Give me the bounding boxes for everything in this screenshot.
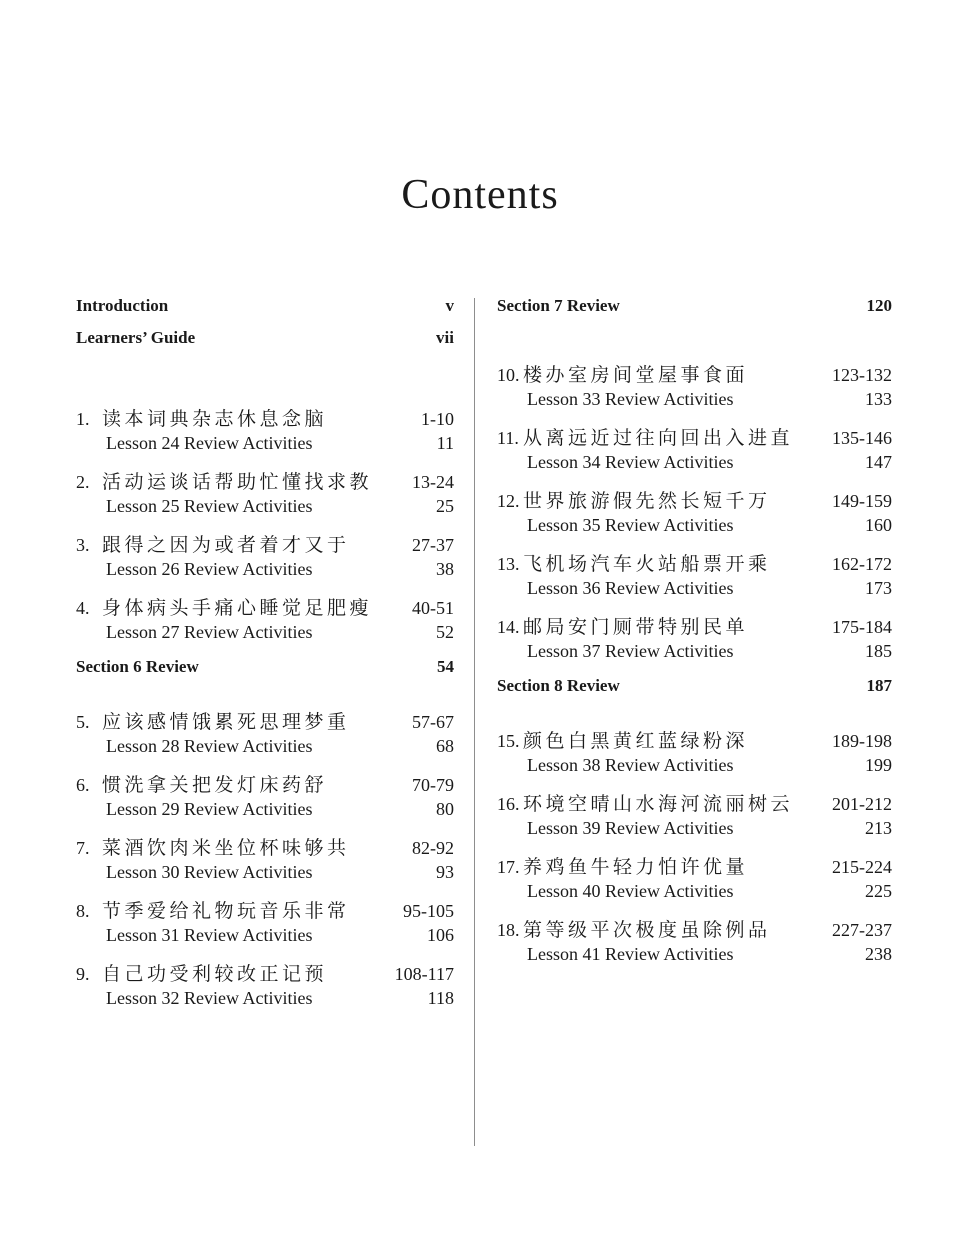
chapter-title-row[interactable] bbox=[497, 612, 892, 639]
chapter-title-row[interactable] bbox=[76, 530, 454, 557]
section-review-block bbox=[497, 676, 892, 696]
chapter-title-row[interactable] bbox=[497, 360, 892, 387]
chapter-pages: 1-10 bbox=[421, 409, 454, 429]
lesson-page: 173 bbox=[865, 578, 892, 598]
chapter-number: 15. bbox=[497, 731, 520, 751]
chapter-number: 11. bbox=[497, 428, 519, 448]
chapter-pages: 175-184 bbox=[832, 617, 892, 637]
lesson-page: 52 bbox=[436, 622, 454, 642]
left-column bbox=[0, 296, 474, 1009]
lesson-page: 68 bbox=[436, 736, 454, 756]
lesson-row[interactable] bbox=[76, 799, 454, 820]
right-column bbox=[474, 296, 960, 965]
section-review-block bbox=[76, 657, 454, 677]
lesson-page: 225 bbox=[865, 881, 892, 901]
chapter-title: 跟得之因为或者着才又于 bbox=[102, 534, 350, 556]
section-review-label: Section 7 Review bbox=[497, 296, 620, 315]
front-matter-gap bbox=[76, 360, 454, 404]
chapter-number: 16. bbox=[497, 794, 520, 814]
front-matter-row[interactable] bbox=[76, 328, 454, 348]
chapter-pages: 57-67 bbox=[412, 712, 454, 732]
lesson-page: 133 bbox=[865, 389, 892, 409]
chapter-pages: 40-51 bbox=[412, 598, 454, 618]
front-matter-row[interactable] bbox=[76, 296, 454, 316]
chapter-number: 1. bbox=[76, 409, 90, 429]
lesson-row[interactable] bbox=[497, 881, 892, 902]
section-review-page: 54 bbox=[437, 657, 454, 676]
chapter-title: 惯洗拿关把发灯床药舒 bbox=[102, 774, 328, 796]
chapter-pages: 27-37 bbox=[412, 535, 454, 555]
lesson-label: Lesson 32 Review Activities bbox=[106, 988, 313, 1008]
lesson-row[interactable] bbox=[76, 925, 454, 946]
lesson-row[interactable] bbox=[497, 641, 892, 662]
lesson-label: Lesson 33 Review Activities bbox=[527, 389, 734, 409]
chapter-title: 活动运谈话帮助忙懂找求教 bbox=[102, 471, 373, 493]
lesson-page: 199 bbox=[865, 755, 892, 775]
front-matter-page: v bbox=[445, 296, 454, 315]
chapter-title-row[interactable] bbox=[76, 896, 454, 923]
chapter-entry bbox=[76, 896, 454, 946]
chapter-number: 4. bbox=[76, 598, 90, 618]
chapter-title: 飞机场汽车火站船票开乘 bbox=[523, 553, 771, 575]
lesson-row[interactable] bbox=[497, 452, 892, 473]
chapter-pages: 70-79 bbox=[412, 775, 454, 795]
lesson-page: 118 bbox=[427, 988, 454, 1008]
chapter-title-row[interactable] bbox=[497, 789, 892, 816]
lesson-label: Lesson 36 Review Activities bbox=[527, 578, 734, 598]
chapter-title: 世界旅游假先然长短千万 bbox=[523, 490, 771, 512]
section-review-row[interactable] bbox=[76, 657, 454, 677]
chapter-number: 9. bbox=[76, 964, 90, 984]
chapter-entry bbox=[497, 360, 892, 410]
chapter-entry bbox=[497, 789, 892, 839]
chapter-title: 身体病头手痛心睡觉足肥瘦 bbox=[102, 597, 373, 619]
lesson-row[interactable] bbox=[76, 988, 454, 1009]
chapter-title-row[interactable] bbox=[76, 467, 454, 494]
lesson-row[interactable] bbox=[497, 818, 892, 839]
lesson-label: Lesson 29 Review Activities bbox=[106, 799, 313, 819]
lesson-label: Lesson 28 Review Activities bbox=[106, 736, 313, 756]
section-review-row[interactable] bbox=[497, 296, 892, 316]
chapter-entry bbox=[497, 612, 892, 662]
chapter-title: 第等级平次极度虽除例品 bbox=[523, 919, 771, 941]
chapter-title-row[interactable] bbox=[497, 549, 892, 576]
section-review-label: Section 8 Review bbox=[497, 676, 620, 695]
lesson-row[interactable] bbox=[76, 622, 454, 643]
chapter-entry bbox=[76, 770, 454, 820]
section-review-row[interactable] bbox=[497, 676, 892, 696]
lesson-label: Lesson 25 Review Activities bbox=[106, 496, 313, 516]
chapter-title-row[interactable] bbox=[76, 833, 454, 860]
front-matter-page: vii bbox=[436, 328, 454, 347]
chapter-pages: 149-159 bbox=[832, 491, 892, 511]
chapter-number: 18. bbox=[497, 920, 520, 940]
chapter-pages: 201-212 bbox=[832, 794, 892, 814]
chapter-title-row[interactable] bbox=[497, 486, 892, 513]
chapter-title-row[interactable] bbox=[76, 959, 454, 986]
chapter-entry bbox=[497, 549, 892, 599]
chapter-entry bbox=[76, 707, 454, 757]
chapter-entry bbox=[497, 486, 892, 536]
chapter-pages: 95-105 bbox=[403, 901, 454, 921]
chapter-title: 节季爱给礼物玩音乐非常 bbox=[102, 900, 350, 922]
chapter-number: 13. bbox=[497, 554, 520, 574]
chapter-pages: 82-92 bbox=[412, 838, 454, 858]
chapter-entry bbox=[497, 915, 892, 965]
chapter-pages: 215-224 bbox=[832, 857, 892, 877]
lesson-page: 160 bbox=[865, 515, 892, 535]
chapter-number: 14. bbox=[497, 617, 520, 637]
lesson-label: Lesson 41 Review Activities bbox=[527, 944, 734, 964]
chapter-title: 应该感情饿累死思理梦重 bbox=[102, 711, 350, 733]
chapter-number: 5. bbox=[76, 712, 90, 732]
chapter-entry bbox=[76, 530, 454, 580]
front-matter-label: Introduction bbox=[76, 296, 169, 315]
section-review-label: Section 6 Review bbox=[76, 657, 199, 676]
lesson-page: 11 bbox=[436, 433, 454, 453]
chapter-entry bbox=[497, 726, 892, 776]
lesson-page: 147 bbox=[865, 452, 892, 472]
lesson-page: 25 bbox=[436, 496, 454, 516]
lesson-page: 93 bbox=[436, 862, 454, 882]
section-review-page: 187 bbox=[866, 676, 892, 695]
right-entries bbox=[497, 296, 892, 965]
chapter-pages: 135-146 bbox=[832, 428, 892, 448]
chapter-number: 8. bbox=[76, 901, 90, 921]
chapter-entry bbox=[76, 593, 454, 643]
chapter-number: 17. bbox=[497, 857, 520, 877]
chapter-pages: 123-132 bbox=[832, 365, 892, 385]
chapter-number: 12. bbox=[497, 491, 520, 511]
lesson-label: Lesson 30 Review Activities bbox=[106, 862, 313, 882]
chapter-title-row[interactable] bbox=[76, 707, 454, 734]
chapter-pages: 162-172 bbox=[832, 554, 892, 574]
chapter-title: 读本词典杂志休息念脑 bbox=[102, 408, 328, 430]
chapter-pages: 227-237 bbox=[832, 920, 892, 940]
lesson-label: Lesson 26 Review Activities bbox=[106, 559, 313, 579]
chapter-number: 10. bbox=[497, 365, 520, 385]
lesson-page: 38 bbox=[436, 559, 454, 579]
chapter-title-row[interactable] bbox=[497, 726, 892, 753]
lesson-page: 106 bbox=[427, 925, 454, 945]
lesson-label: Lesson 35 Review Activities bbox=[527, 515, 734, 535]
chapter-title: 从离远近过往向回出入进直 bbox=[523, 427, 794, 449]
lesson-row[interactable] bbox=[76, 736, 454, 757]
lesson-page: 238 bbox=[865, 944, 892, 964]
section-review-block bbox=[497, 296, 892, 316]
chapter-entry bbox=[76, 404, 454, 454]
chapter-entry bbox=[497, 423, 892, 473]
chapter-title: 自己功受利较改正记预 bbox=[102, 963, 328, 985]
chapter-pages: 189-198 bbox=[832, 731, 892, 751]
chapter-number: 3. bbox=[76, 535, 90, 555]
chapter-number: 7. bbox=[76, 838, 90, 858]
lesson-row[interactable] bbox=[76, 559, 454, 580]
lesson-row[interactable] bbox=[76, 433, 454, 454]
chapter-entry bbox=[76, 467, 454, 517]
chapter-entry bbox=[76, 833, 454, 883]
lesson-label: Lesson 40 Review Activities bbox=[527, 881, 734, 901]
lesson-row[interactable] bbox=[497, 389, 892, 410]
chapter-number: 2. bbox=[76, 472, 90, 492]
lesson-row[interactable] bbox=[497, 515, 892, 536]
lesson-page: 185 bbox=[865, 641, 892, 661]
chapter-title-row[interactable] bbox=[76, 593, 454, 620]
chapter-title: 邮局安门厕带特别民单 bbox=[523, 616, 749, 638]
chapter-title: 养鸡鱼牛轻力怕许优量 bbox=[523, 856, 749, 878]
chapter-entry bbox=[497, 852, 892, 902]
lesson-row[interactable] bbox=[497, 944, 892, 965]
chapter-title-row[interactable] bbox=[497, 915, 892, 942]
contents-columns bbox=[0, 296, 960, 1009]
chapter-title: 颜色白黑黄红蓝绿粉深 bbox=[523, 730, 749, 752]
chapter-title-row[interactable] bbox=[76, 770, 454, 797]
lesson-page: 213 bbox=[865, 818, 892, 838]
lesson-label: Lesson 27 Review Activities bbox=[106, 622, 313, 642]
chapter-title-row[interactable] bbox=[497, 423, 892, 450]
chapter-title-row[interactable] bbox=[76, 404, 454, 431]
chapter-title: 菜酒饮肉米坐位杯味够共 bbox=[102, 837, 350, 859]
chapter-number: 6. bbox=[76, 775, 90, 795]
chapter-title: 环境空晴山水海河流丽树云 bbox=[523, 793, 794, 815]
lesson-label: Lesson 38 Review Activities bbox=[527, 755, 734, 775]
left-entries bbox=[76, 404, 454, 1009]
chapter-title: 楼办室房间堂屋事食面 bbox=[523, 364, 749, 386]
lesson-label: Lesson 31 Review Activities bbox=[106, 925, 313, 945]
lesson-label: Lesson 37 Review Activities bbox=[527, 641, 734, 661]
page-title: Contents bbox=[401, 172, 559, 219]
lesson-page: 80 bbox=[436, 799, 454, 819]
front-matter-list bbox=[76, 296, 454, 348]
front-matter-label: Learners’ Guide bbox=[76, 328, 196, 347]
chapter-pages: 108-117 bbox=[394, 964, 454, 984]
lesson-row[interactable] bbox=[497, 578, 892, 599]
chapter-entry bbox=[76, 959, 454, 1009]
lesson-label: Lesson 39 Review Activities bbox=[527, 818, 734, 838]
lesson-label: Lesson 24 Review Activities bbox=[106, 433, 313, 453]
lesson-row[interactable] bbox=[76, 496, 454, 517]
section-review-page: 120 bbox=[866, 296, 892, 315]
lesson-row[interactable] bbox=[76, 862, 454, 883]
chapter-pages: 13-24 bbox=[412, 472, 454, 492]
lesson-row[interactable] bbox=[497, 755, 892, 776]
lesson-label: Lesson 34 Review Activities bbox=[527, 452, 734, 472]
chapter-title-row[interactable] bbox=[497, 852, 892, 879]
